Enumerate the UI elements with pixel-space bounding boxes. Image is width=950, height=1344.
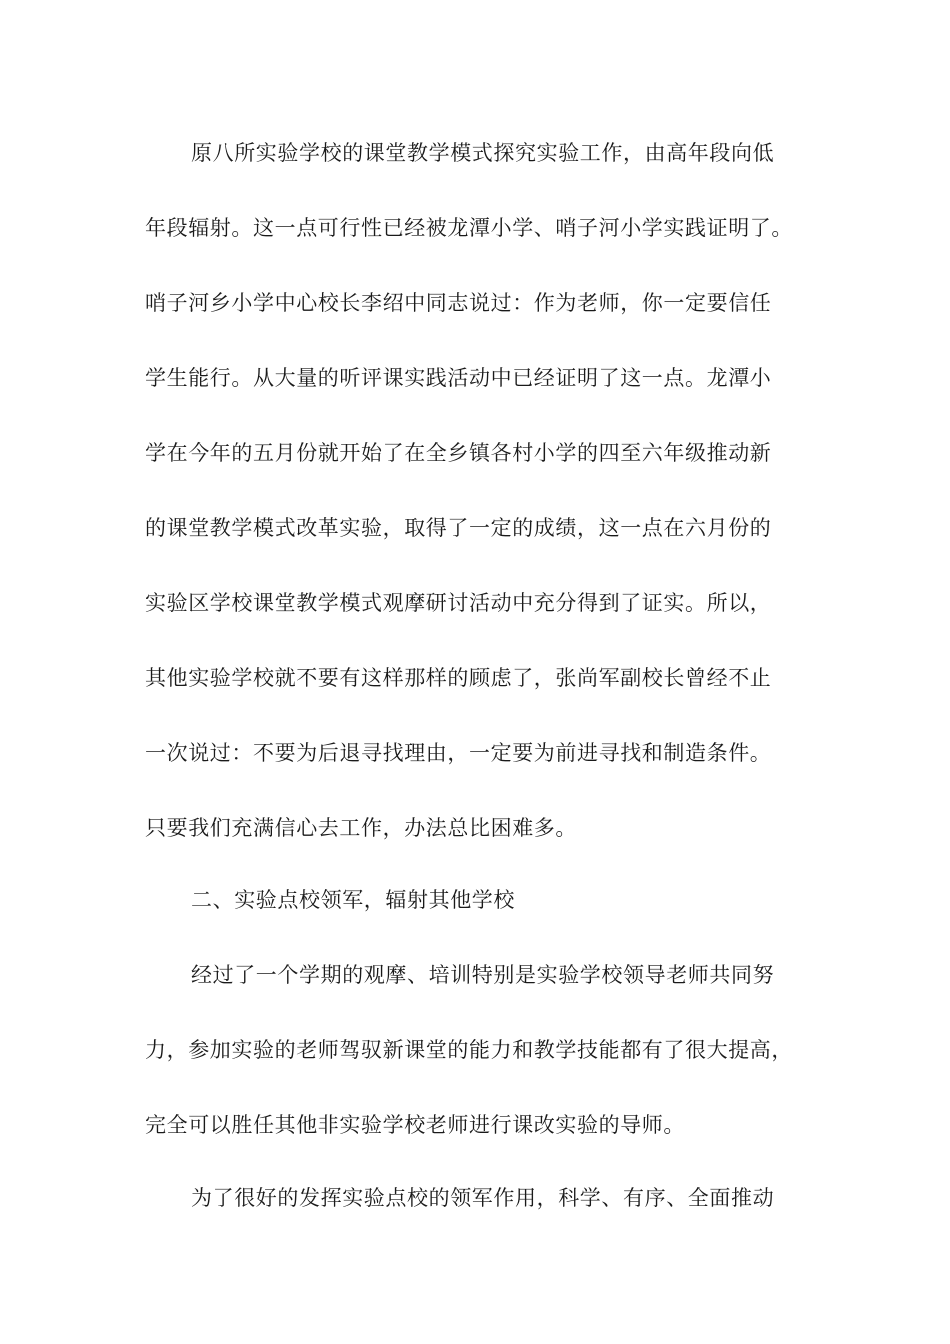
- paragraph-3-line-1: 为了很好的发挥实验点校的领军作用，科学、有序、全面推动: [191, 1186, 775, 1210]
- paragraph-1-line-5: 学在今年的五月份就开始了在全乡镇各村小学的四至六年级推动新: [145, 441, 772, 465]
- paragraph-2-line-1: 经过了一个学期的观摩、培训特别是实验学校领导老师共同努: [191, 963, 775, 987]
- section-heading: 二、实验点校领军，辐射其他学校: [191, 888, 515, 912]
- paragraph-1-line-9: 一次说过：不要为后退寻找理由，一定要为前进寻找和制造条件。: [145, 741, 772, 765]
- paragraph-2-line-3: 完全可以胜任其他非实验学校老师进行课改实验的导师。: [145, 1113, 685, 1137]
- paragraph-1-line-4: 学生能行。从大量的听评课实践活动中已经证明了这一点。龙潭小: [145, 366, 772, 390]
- paragraph-1-line-8: 其他实验学校就不要有这样那样的顾虑了，张尚军副校长曾经不止: [145, 666, 772, 690]
- paragraph-1-line-1: 原八所实验学校的课堂教学模式探究实验工作，由高年段向低: [191, 141, 775, 165]
- paragraph-1-line-10: 只要我们充满信心去工作，办法总比困难多。: [145, 816, 577, 840]
- paragraph-2-line-2: 力，参加实验的老师驾驭新课堂的能力和教学技能都有了很大提高，: [145, 1038, 793, 1062]
- paragraph-1-line-2: 年段辐射。这一点可行性已经被龙潭小学、哨子河小学实践证明了。: [145, 216, 793, 240]
- paragraph-1-line-7: 实验区学校课堂教学模式观摩研讨活动中充分得到了证实。所以，: [145, 591, 772, 615]
- paragraph-1-line-6: 的课堂教学模式改革实验，取得了一定的成绩，这一点在六月份的: [145, 516, 772, 540]
- paragraph-1-line-3: 哨子河乡小学中心校长李绍中同志说过：作为老师，你一定要信任: [145, 291, 772, 315]
